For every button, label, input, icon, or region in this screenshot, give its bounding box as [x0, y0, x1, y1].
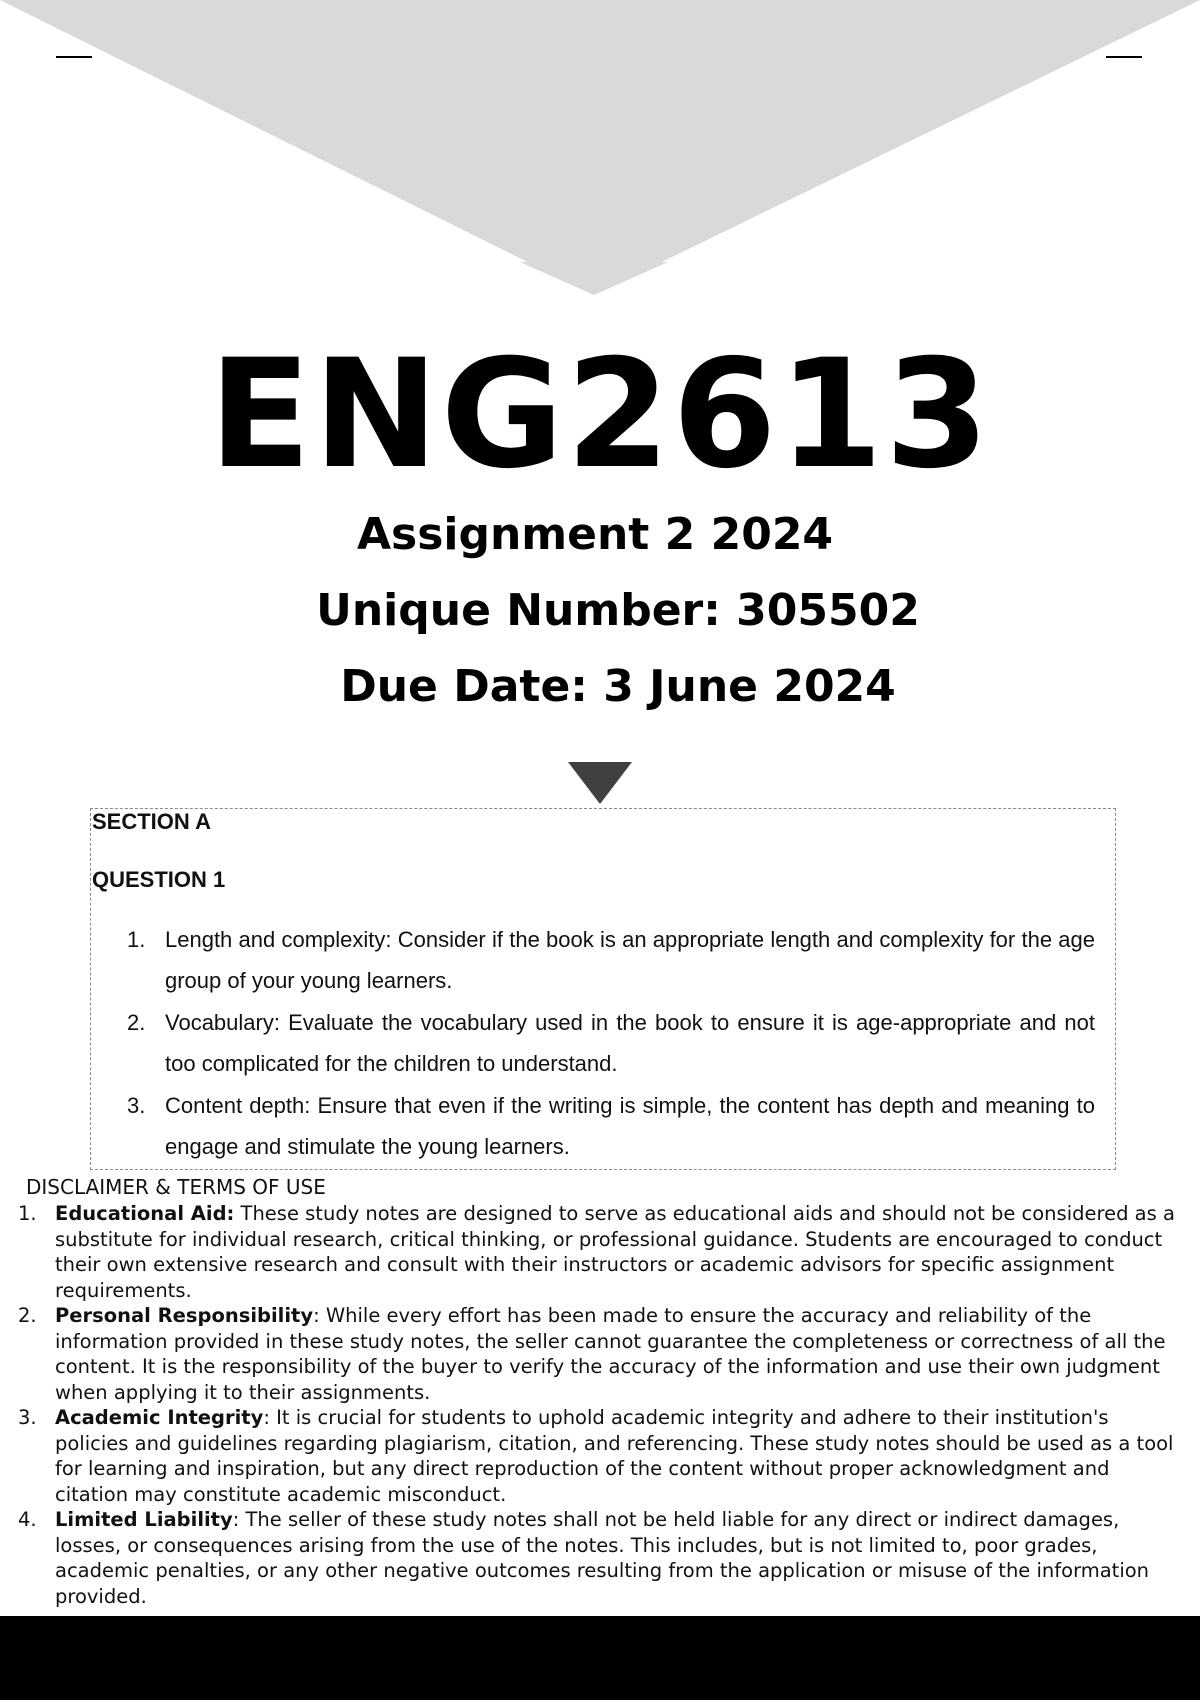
term-label: Educational Aid: — [55, 1202, 235, 1225]
list-number: 2. — [18, 1304, 37, 1327]
list-item — [127, 919, 1095, 1001]
question-list — [127, 919, 1095, 1168]
question-title: QUESTION 1 — [92, 867, 226, 892]
list-number: 3. — [18, 1406, 37, 1429]
term-text: : The seller of these study notes shall not be held liable for any direct or indirect damages, losses, or consequences arising from the use of the notes. This includes, but is not limited to, poor grades, academic penalties, or any other negative outcomes resulting from the application or misuse of the information provided. — [55, 1508, 1150, 1608]
cover-banner — [0, 0, 1200, 300]
list-item — [127, 1085, 1095, 1167]
term-label: Limited Liability — [55, 1508, 233, 1531]
banner-rule-left — [56, 56, 92, 58]
due-date: Due Date: 3 June 2024 — [340, 661, 896, 712]
section-title: SECTION A — [92, 809, 211, 834]
list-number: 4. — [18, 1508, 37, 1531]
banner-chevron — [0, 0, 1200, 295]
down-arrow-icon — [568, 762, 632, 804]
unique-number: Unique Number: 305502 — [316, 585, 920, 636]
term-label: Academic Integrity — [55, 1406, 264, 1429]
list-item — [127, 1002, 1095, 1084]
banner-rule-right — [1106, 56, 1142, 58]
disclaimer-title: DISCLAIMER & TERMS OF USE — [26, 1175, 326, 1199]
list-item — [18, 1507, 1188, 1609]
list-text: Content depth: Ensure that even if the writing is simple, the content has depth and meaning to engage and stimulate the young learners. — [165, 1093, 1095, 1159]
list-number: 1. — [18, 1202, 37, 1225]
list-text: Vocabulary: Evaluate the vocabulary used in the book to ensure it is age-appropriate and not too complicated for the children to understand. — [165, 1010, 1095, 1076]
term-text: : While every effort has been made to ensure the accuracy and reliability of the information provided in these study notes, the seller cannot guarantee the completeness or correctness of all the content. It is the responsibility of the buyer to verify the accuracy of the information and use their own judgment when applying it to their assignments. — [55, 1304, 1166, 1404]
list-item — [18, 1201, 1188, 1303]
list-item — [18, 1405, 1188, 1507]
list-text: Length and complexity: Consider if the book is an appropriate length and complexity for the age group of your young learners. — [165, 927, 1095, 993]
term-text: These study notes are designed to serve as educational aids and should not be considered as a substitute for individual research, critical thinking, or professional guidance. Students are encouraged to conduct their own extensive research and consult with their instructors or academic advisors for specific assignment requirements. — [55, 1202, 1175, 1302]
term-label: Personal Responsibility — [55, 1304, 314, 1327]
assignment-title: Assignment 2 2024 — [356, 509, 834, 560]
footer-bar — [0, 1616, 1200, 1700]
course-code: ENG2613 — [208, 328, 992, 502]
term-text: : It is crucial for students to uphold academic integrity and adhere to their institution's policies and guidelines regarding plagiarism, citation, and referencing. These study notes should be used as a tool for learning and inspiration, but any direct reproduction of the content without proper acknowledgment and citation may constitute academic misconduct. — [55, 1406, 1174, 1506]
list-number: 1. — [127, 927, 146, 952]
banner-notch — [520, 262, 668, 295]
section-a-box — [90, 808, 1116, 1170]
list-number: 2. — [127, 1010, 146, 1035]
disclaimer-list — [18, 1201, 1188, 1609]
list-item — [18, 1303, 1188, 1405]
list-number: 3. — [127, 1093, 146, 1118]
